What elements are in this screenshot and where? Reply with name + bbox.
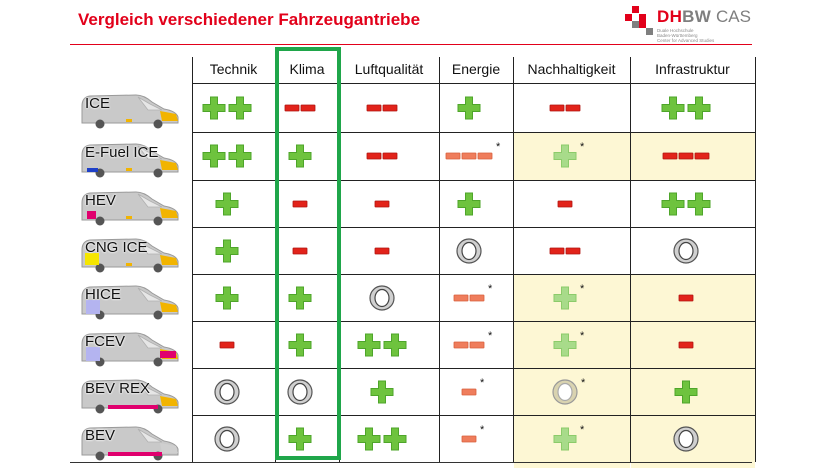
rating-cell xyxy=(339,180,439,227)
minus-rating xyxy=(454,283,498,313)
minus-icon xyxy=(383,153,397,159)
circle-rating xyxy=(370,283,408,313)
rating-cell xyxy=(339,227,439,274)
plus-icon xyxy=(203,145,225,167)
circle-rating xyxy=(457,236,495,266)
rating-cell xyxy=(439,368,513,415)
vehicle-label: FCEV xyxy=(85,333,126,350)
rating-cell xyxy=(339,368,439,415)
column-header-4: Nachhaltigkeit xyxy=(527,61,616,77)
plus-rating xyxy=(662,93,724,123)
footnote-asterisk: * xyxy=(580,376,585,389)
logo-suffix: CAS xyxy=(716,7,751,26)
logo-brand xyxy=(657,7,711,27)
minus-icon xyxy=(695,153,709,159)
vehicle-label: HICE xyxy=(85,286,121,303)
circle-neutral-icon xyxy=(370,286,394,310)
minus-rating xyxy=(550,93,594,123)
rating-cell xyxy=(192,321,275,368)
rating-cell xyxy=(439,227,513,274)
plus-rating xyxy=(216,236,252,266)
footnote-asterisk: * xyxy=(488,282,493,295)
rating-cell xyxy=(339,415,439,462)
grid-vline xyxy=(755,57,756,462)
minus-icon xyxy=(367,153,381,159)
circle-neutral-icon xyxy=(553,380,577,404)
plus-icon xyxy=(458,97,480,119)
plus-rating xyxy=(458,93,494,123)
minus-icon xyxy=(566,248,580,254)
circle-neutral-icon xyxy=(457,239,481,263)
plus-rating xyxy=(203,141,265,171)
vehicle-2 xyxy=(78,190,182,226)
vehicle-label: HEV xyxy=(85,192,116,209)
circle-rating xyxy=(674,236,712,266)
rating-cell xyxy=(630,415,755,462)
rating-cell xyxy=(339,274,439,321)
rating-cell xyxy=(513,415,630,462)
rating-cell xyxy=(192,368,275,415)
rating-cell xyxy=(630,227,755,274)
plus-icon xyxy=(216,240,238,262)
circle-rating xyxy=(215,377,253,407)
plus-icon xyxy=(229,145,251,167)
plus-icon xyxy=(458,193,480,215)
vehicle-5 xyxy=(78,331,182,367)
circle-neutral-icon xyxy=(215,427,239,451)
circle-rating xyxy=(215,424,253,454)
logo-fine-line-3: Center for Advanced Studies xyxy=(657,38,715,43)
minus-icon xyxy=(679,295,693,301)
rating-cell xyxy=(513,83,630,132)
minus-icon xyxy=(375,201,389,207)
plus-icon xyxy=(688,97,710,119)
minus-icon xyxy=(679,342,693,348)
plus-icon xyxy=(229,97,251,119)
logo-fine-line-1: Duale Hochschule xyxy=(657,28,694,33)
plus-rating xyxy=(358,424,420,454)
plus-rating xyxy=(554,141,590,171)
plus-rating xyxy=(554,424,590,454)
rating-cell xyxy=(339,132,439,180)
rating-cell xyxy=(339,321,439,368)
plus-rating xyxy=(662,189,724,219)
page-title: Vergleich verschiedener Fahrzeugantriebe xyxy=(78,10,421,29)
circle-neutral-icon xyxy=(215,380,239,404)
vehicle-7 xyxy=(78,425,182,461)
plus-icon xyxy=(384,334,406,356)
plus-icon xyxy=(358,334,380,356)
minus-rating xyxy=(679,283,707,313)
minus-rating xyxy=(220,330,248,360)
rating-cell xyxy=(192,274,275,321)
rating-cell xyxy=(513,321,630,368)
plus-icon xyxy=(371,381,393,403)
dhbw-cas-logo xyxy=(625,6,775,50)
circle-rating xyxy=(674,424,712,454)
plus-icon xyxy=(203,97,225,119)
footnote-asterisk: * xyxy=(579,329,584,342)
minus-rating xyxy=(454,330,498,360)
vehicle-label: E-Fuel ICE xyxy=(85,144,159,161)
minus-icon xyxy=(383,105,397,111)
rating-cell xyxy=(513,227,630,274)
minus-rating xyxy=(375,236,403,266)
minus-icon xyxy=(478,153,492,159)
klima-highlight-frame xyxy=(275,47,341,460)
rating-cell xyxy=(192,415,275,462)
plus-rating xyxy=(216,283,252,313)
rating-cell xyxy=(339,83,439,132)
column-header-0: Technik xyxy=(209,61,258,77)
logo-brand-gray: BW xyxy=(682,7,712,26)
minus-icon xyxy=(470,342,484,348)
minus-icon xyxy=(375,248,389,254)
footnote-asterisk: * xyxy=(480,376,485,389)
plus-icon xyxy=(554,145,576,167)
minus-rating xyxy=(367,141,411,171)
rating-cell xyxy=(439,274,513,321)
minus-icon xyxy=(462,436,476,442)
vehicle-0 xyxy=(78,93,182,129)
vehicle-6 xyxy=(78,378,182,414)
bottom-rule xyxy=(70,462,752,463)
plus-icon xyxy=(675,381,697,403)
plus-icon xyxy=(662,193,684,215)
plus-rating xyxy=(216,189,252,219)
vehicle-4 xyxy=(78,284,182,320)
minus-rating xyxy=(462,424,490,454)
rating-cell xyxy=(513,274,630,321)
circle-rating xyxy=(553,377,591,407)
rating-cell xyxy=(630,368,755,415)
rating-cell xyxy=(192,132,275,180)
rating-cell xyxy=(439,321,513,368)
minus-rating xyxy=(558,189,586,219)
logo-brand-red: DH xyxy=(657,7,683,26)
column-header-5: Infrastruktur xyxy=(655,61,730,77)
vehicle-label: ICE xyxy=(85,95,111,112)
rating-cell xyxy=(192,180,275,227)
dhbw-logo-mark-icon xyxy=(625,6,653,36)
minus-icon xyxy=(679,153,693,159)
minus-icon xyxy=(367,105,381,111)
plus-rating xyxy=(371,377,407,407)
vehicle-label: CNG ICE xyxy=(85,239,148,256)
rating-cell xyxy=(630,180,755,227)
plus-icon xyxy=(554,287,576,309)
plus-icon xyxy=(554,428,576,450)
plus-icon xyxy=(358,428,380,450)
rating-cell xyxy=(630,132,755,180)
plus-rating xyxy=(675,377,711,407)
minus-icon xyxy=(454,342,468,348)
rating-cell xyxy=(439,132,513,180)
plus-icon xyxy=(662,97,684,119)
minus-rating xyxy=(446,141,506,171)
plus-rating xyxy=(554,330,590,360)
vehicle-label: BEV xyxy=(85,427,116,444)
minus-icon xyxy=(550,105,564,111)
rating-cell xyxy=(630,83,755,132)
plus-rating xyxy=(554,283,590,313)
minus-icon xyxy=(446,153,460,159)
minus-rating xyxy=(375,189,403,219)
minus-icon xyxy=(454,295,468,301)
minus-icon xyxy=(566,105,580,111)
rating-cell xyxy=(513,132,630,180)
minus-icon xyxy=(462,153,476,159)
logo-fine-line-2: Baden-Württemberg xyxy=(657,33,698,38)
footnote-asterisk: * xyxy=(579,423,584,436)
plus-icon xyxy=(554,334,576,356)
minus-rating xyxy=(367,93,411,123)
rating-cell xyxy=(439,83,513,132)
footnote-asterisk: * xyxy=(579,141,584,153)
vehicle-3 xyxy=(78,237,182,273)
footnote-asterisk: * xyxy=(496,141,501,153)
rating-cell xyxy=(192,227,275,274)
rating-cell xyxy=(439,415,513,462)
footnote-asterisk: * xyxy=(480,423,485,436)
plus-icon xyxy=(216,287,238,309)
vehicle-1 xyxy=(78,142,182,178)
plus-icon xyxy=(216,193,238,215)
rating-cell xyxy=(513,368,630,415)
footnote-asterisk: * xyxy=(579,282,584,295)
minus-rating xyxy=(462,377,490,407)
column-header-3: Energie xyxy=(451,61,501,77)
minus-rating xyxy=(663,141,723,171)
rating-cell xyxy=(439,180,513,227)
circle-neutral-icon xyxy=(674,239,698,263)
circle-neutral-icon xyxy=(674,427,698,451)
column-header-2: Luftqualität xyxy=(354,61,424,77)
minus-icon xyxy=(470,295,484,301)
plus-icon xyxy=(384,428,406,450)
vehicle-label: BEV REX xyxy=(85,380,151,397)
minus-rating xyxy=(550,236,594,266)
rating-cell xyxy=(513,180,630,227)
minus-icon xyxy=(558,201,572,207)
plus-icon xyxy=(688,193,710,215)
minus-icon xyxy=(550,248,564,254)
minus-rating xyxy=(679,330,707,360)
plus-rating xyxy=(203,93,265,123)
minus-icon xyxy=(462,389,476,395)
rating-cell xyxy=(192,83,275,132)
minus-icon xyxy=(220,342,234,348)
rating-cell xyxy=(630,274,755,321)
column-header-1: Klima xyxy=(289,61,325,77)
plus-rating xyxy=(358,330,420,360)
footnote-asterisk: * xyxy=(488,329,493,342)
rating-cell xyxy=(630,321,755,368)
minus-icon xyxy=(663,153,677,159)
plus-rating xyxy=(458,189,494,219)
